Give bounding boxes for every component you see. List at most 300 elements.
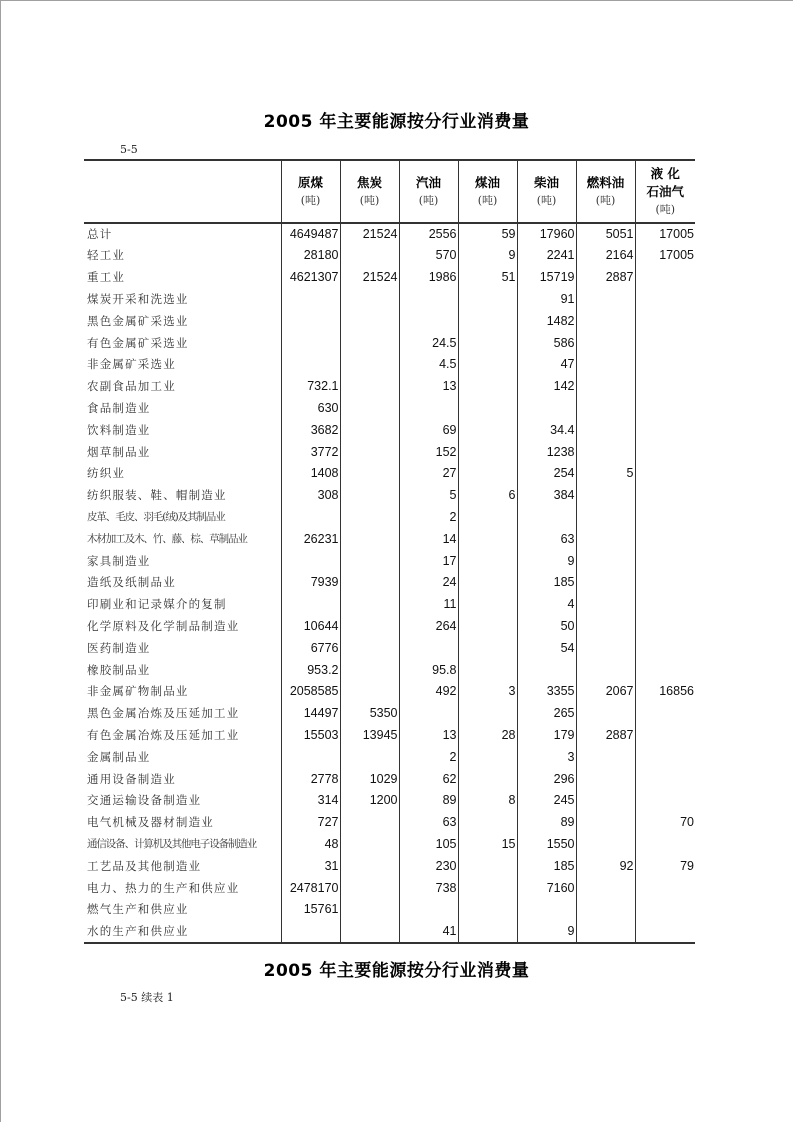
row-value-cell: 10644 (281, 616, 340, 638)
row-industry-name: 木材加工及木、竹、藤、棕、草制品业 (87, 532, 247, 545)
row-value-cell: 1482 (517, 310, 576, 332)
row-industry-name: 重工业 (87, 270, 126, 285)
table-row (84, 921, 695, 943)
row-industry-name: 纺织服装、鞋、帽制造业 (87, 488, 227, 503)
row-value-cell: 13 (399, 376, 458, 398)
row-value-cell (340, 877, 399, 899)
table-row (84, 637, 695, 659)
table-row (84, 528, 695, 550)
row-industry-name: 工艺品及其他制造业 (87, 858, 202, 873)
row-value-cell (635, 790, 695, 812)
row-value-cell: 314 (281, 790, 340, 812)
row-industry-name: 有色金属冶炼及压延加工业 (87, 727, 240, 742)
row-value-cell (458, 616, 517, 638)
row-value-cell: 2 (399, 507, 458, 529)
row-industry-name: 医药制造业 (87, 640, 151, 655)
row-value-cell (576, 790, 635, 812)
row-value-cell: 254 (517, 463, 576, 485)
row-value-cell: 2067 (576, 681, 635, 703)
row-value-cell (458, 550, 517, 572)
row-value-cell: 54 (517, 637, 576, 659)
row-value-cell (635, 616, 695, 638)
row-value-cell (576, 332, 635, 354)
row-value-cell: 1029 (340, 768, 399, 790)
row-value-cell (340, 398, 399, 420)
row-value-cell (458, 289, 517, 311)
row-value-cell: 2 (399, 746, 458, 768)
row-value-cell: 586 (517, 332, 576, 354)
row-value-cell (576, 637, 635, 659)
table-row (84, 223, 695, 245)
row-value-cell (281, 550, 340, 572)
row-value-cell (576, 834, 635, 856)
row-value-cell (458, 398, 517, 420)
row-value-cell (635, 921, 695, 943)
row-value-cell: 48 (281, 834, 340, 856)
row-value-cell: 1550 (517, 834, 576, 856)
row-value-cell (635, 354, 695, 376)
row-value-cell: 17005 (635, 223, 695, 245)
row-industry-name: 家具制造业 (87, 553, 151, 568)
row-value-cell (340, 594, 399, 616)
page-title: 2005 年主要能源按分行业消费量 (263, 112, 530, 132)
row-value-cell (576, 528, 635, 550)
row-value-cell: 5 (399, 485, 458, 507)
table-row (84, 245, 695, 267)
table-row (84, 834, 695, 856)
row-value-cell: 1238 (517, 441, 576, 463)
row-value-cell (340, 310, 399, 332)
row-value-cell (635, 528, 695, 550)
row-value-cell (399, 310, 458, 332)
row-value-cell (281, 289, 340, 311)
row-value-cell (576, 921, 635, 943)
row-value-cell: 62 (399, 768, 458, 790)
row-value-cell: 3772 (281, 441, 340, 463)
header-raw-coal: 原煤 (吨) (281, 160, 340, 223)
row-industry-name: 黑色金属矿采选业 (87, 313, 189, 328)
row-value-cell: 384 (517, 485, 576, 507)
row-value-cell (635, 310, 695, 332)
row-industry-name: 黑色金属冶炼及压延加工业 (87, 706, 240, 721)
row-industry-name: 皮革、毛皮、羽毛(绒)及其制品业 (87, 510, 225, 523)
table-row (84, 310, 695, 332)
header-gasoline: 汽油 (吨) (399, 160, 458, 223)
table-row (84, 419, 695, 441)
row-industry-name: 纺织业 (87, 466, 126, 481)
table-row (84, 659, 695, 681)
row-value-cell (635, 594, 695, 616)
row-value-cell (340, 855, 399, 877)
row-value-cell (576, 812, 635, 834)
row-value-cell (340, 376, 399, 398)
row-value-cell: 15761 (281, 899, 340, 921)
row-value-cell: 15 (458, 834, 517, 856)
row-value-cell (576, 550, 635, 572)
row-value-cell (576, 376, 635, 398)
row-value-cell (517, 507, 576, 529)
row-value-cell (340, 572, 399, 594)
row-value-cell (458, 463, 517, 485)
row-value-cell (576, 659, 635, 681)
row-value-cell (635, 746, 695, 768)
table-row (84, 289, 695, 311)
row-value-cell: 95.8 (399, 659, 458, 681)
row-value-cell: 63 (399, 812, 458, 834)
row-industry-name: 金属制品业 (87, 749, 151, 764)
row-value-cell (281, 332, 340, 354)
row-industry-name: 化学原料及化学制品制造业 (87, 618, 240, 633)
row-value-cell (340, 681, 399, 703)
header-lpg: 液 化 石油气 (吨) (635, 160, 695, 223)
row-value-cell: 9 (517, 921, 576, 943)
row-value-cell (340, 637, 399, 659)
header-kerosene: 煤油 (吨) (458, 160, 517, 223)
table-row (84, 746, 695, 768)
row-value-cell (635, 550, 695, 572)
row-value-cell: 2241 (517, 245, 576, 267)
row-value-cell: 152 (399, 441, 458, 463)
row-value-cell (576, 899, 635, 921)
page-edge-top (0, 0, 793, 1)
row-value-cell: 3682 (281, 419, 340, 441)
table-row (84, 594, 695, 616)
row-value-cell: 245 (517, 790, 576, 812)
row-value-cell: 492 (399, 681, 458, 703)
row-value-cell: 9 (517, 550, 576, 572)
row-value-cell: 16856 (635, 681, 695, 703)
table-row (84, 877, 695, 899)
row-value-cell (458, 637, 517, 659)
row-industry-name: 电力、热力的生产和供应业 (87, 880, 240, 895)
table-row (84, 616, 695, 638)
row-value-cell: 2058585 (281, 681, 340, 703)
row-value-cell: 70 (635, 812, 695, 834)
row-value-cell: 79 (635, 855, 695, 877)
row-value-cell (635, 877, 695, 899)
row-value-cell (576, 398, 635, 420)
row-value-cell (635, 637, 695, 659)
row-value-cell: 91 (517, 289, 576, 311)
row-value-cell (340, 485, 399, 507)
row-value-cell: 7939 (281, 572, 340, 594)
row-value-cell (576, 354, 635, 376)
row-value-cell (635, 398, 695, 420)
row-value-cell (458, 441, 517, 463)
row-value-cell: 69 (399, 419, 458, 441)
row-value-cell: 21524 (340, 223, 399, 245)
row-value-cell: 59 (458, 223, 517, 245)
row-value-cell (635, 463, 695, 485)
row-value-cell: 41 (399, 921, 458, 943)
table-row (84, 812, 695, 834)
table-body (84, 223, 695, 943)
row-value-cell (340, 245, 399, 267)
row-value-cell (340, 419, 399, 441)
table-row (84, 267, 695, 289)
row-value-cell: 11 (399, 594, 458, 616)
row-value-cell: 17 (399, 550, 458, 572)
row-value-cell (517, 398, 576, 420)
row-value-cell (458, 594, 517, 616)
row-value-cell (340, 550, 399, 572)
row-value-cell: 4 (517, 594, 576, 616)
row-value-cell: 570 (399, 245, 458, 267)
row-value-cell: 34.4 (517, 419, 576, 441)
row-value-cell: 27 (399, 463, 458, 485)
row-value-cell: 31 (281, 855, 340, 877)
row-value-cell (458, 310, 517, 332)
row-value-cell: 24.5 (399, 332, 458, 354)
row-value-cell: 8 (458, 790, 517, 812)
row-value-cell (576, 507, 635, 529)
row-value-cell (576, 419, 635, 441)
row-value-cell (458, 332, 517, 354)
row-value-cell (281, 921, 340, 943)
row-value-cell (340, 834, 399, 856)
row-value-cell: 2164 (576, 245, 635, 267)
row-value-cell (281, 507, 340, 529)
row-value-cell (458, 812, 517, 834)
row-value-cell (635, 376, 695, 398)
row-industry-name: 通用设备制造业 (87, 771, 176, 786)
row-value-cell (340, 746, 399, 768)
row-value-cell: 2887 (576, 725, 635, 747)
row-value-cell (458, 419, 517, 441)
row-value-cell: 265 (517, 703, 576, 725)
row-value-cell (635, 332, 695, 354)
row-value-cell: 28180 (281, 245, 340, 267)
row-value-cell (340, 463, 399, 485)
row-value-cell (635, 485, 695, 507)
row-value-cell (517, 899, 576, 921)
row-value-cell: 47 (517, 354, 576, 376)
row-value-cell (281, 310, 340, 332)
table-row (84, 899, 695, 921)
row-value-cell: 2478170 (281, 877, 340, 899)
row-value-cell (458, 354, 517, 376)
row-value-cell (576, 572, 635, 594)
table-row (84, 507, 695, 529)
row-value-cell: 15719 (517, 267, 576, 289)
row-value-cell (576, 289, 635, 311)
row-industry-name: 印刷业和记录媒介的复制 (87, 597, 227, 612)
row-industry-name: 烟草制品业 (87, 444, 151, 459)
row-value-cell: 105 (399, 834, 458, 856)
row-value-cell: 17960 (517, 223, 576, 245)
row-industry-name: 水的生产和供应业 (87, 923, 189, 938)
row-value-cell: 5051 (576, 223, 635, 245)
row-value-cell: 4621307 (281, 267, 340, 289)
row-value-cell: 3 (458, 681, 517, 703)
row-value-cell (576, 485, 635, 507)
row-value-cell (340, 812, 399, 834)
row-value-cell: 738 (399, 877, 458, 899)
row-value-cell: 142 (517, 376, 576, 398)
row-industry-name: 食品制造业 (87, 400, 151, 415)
row-value-cell (281, 746, 340, 768)
header-row (84, 160, 695, 223)
row-value-cell: 1200 (340, 790, 399, 812)
row-value-cell (399, 899, 458, 921)
table-row (84, 790, 695, 812)
table-row (84, 768, 695, 790)
header-coke: 焦炭 (吨) (340, 160, 399, 223)
row-value-cell (458, 768, 517, 790)
row-value-cell (635, 572, 695, 594)
row-industry-name: 非金属矿物制品业 (87, 684, 189, 699)
page-edge-left (0, 0, 1, 1122)
row-value-cell (340, 616, 399, 638)
row-value-cell (340, 899, 399, 921)
row-value-cell (340, 354, 399, 376)
row-value-cell (458, 921, 517, 943)
header-diesel: 柴油 (吨) (517, 160, 576, 223)
table-row (84, 550, 695, 572)
row-industry-name: 饮料制造业 (87, 422, 151, 437)
row-value-cell: 2556 (399, 223, 458, 245)
row-value-cell: 6776 (281, 637, 340, 659)
row-value-cell (340, 507, 399, 529)
row-value-cell (399, 398, 458, 420)
row-value-cell (635, 441, 695, 463)
row-value-cell: 630 (281, 398, 340, 420)
row-value-cell (281, 594, 340, 616)
row-value-cell (458, 572, 517, 594)
table-code: 5-5 (120, 143, 138, 156)
row-value-cell (399, 703, 458, 725)
row-value-cell (576, 616, 635, 638)
row-value-cell: 13 (399, 725, 458, 747)
table-row (84, 855, 695, 877)
row-value-cell: 5350 (340, 703, 399, 725)
row-value-cell: 9 (458, 245, 517, 267)
row-value-cell (635, 507, 695, 529)
table-row (84, 725, 695, 747)
table-row (84, 376, 695, 398)
header-fuel-oil: 燃料油 (吨) (576, 160, 635, 223)
table-row (84, 703, 695, 725)
row-industry-name: 农副食品加工业 (87, 379, 176, 394)
row-value-cell: 296 (517, 768, 576, 790)
energy-consumption-table (84, 159, 695, 944)
row-value-cell: 1986 (399, 267, 458, 289)
table-row (84, 681, 695, 703)
row-industry-name: 煤炭开采和洗选业 (87, 291, 189, 306)
row-value-cell: 5 (576, 463, 635, 485)
row-value-cell: 7160 (517, 877, 576, 899)
row-value-cell (458, 528, 517, 550)
row-value-cell (635, 659, 695, 681)
row-value-cell (399, 289, 458, 311)
table-row (84, 332, 695, 354)
continuation-title: 2005 年主要能源按分行业消费量 (263, 961, 530, 981)
row-value-cell: 4649487 (281, 223, 340, 245)
row-value-cell (458, 659, 517, 681)
row-value-cell: 63 (517, 528, 576, 550)
row-industry-name: 造纸及纸制品业 (87, 575, 176, 590)
row-value-cell: 185 (517, 572, 576, 594)
row-value-cell: 17005 (635, 245, 695, 267)
table-row (84, 463, 695, 485)
row-value-cell (340, 921, 399, 943)
row-value-cell (340, 528, 399, 550)
row-value-cell: 28 (458, 725, 517, 747)
table-row (84, 441, 695, 463)
row-value-cell: 15503 (281, 725, 340, 747)
row-value-cell: 24 (399, 572, 458, 594)
row-value-cell: 13945 (340, 725, 399, 747)
row-value-cell: 264 (399, 616, 458, 638)
row-value-cell: 308 (281, 485, 340, 507)
row-value-cell: 14 (399, 528, 458, 550)
row-value-cell: 179 (517, 725, 576, 747)
row-value-cell (517, 659, 576, 681)
row-value-cell (635, 768, 695, 790)
row-industry-name: 有色金属矿采选业 (87, 335, 189, 350)
row-value-cell: 21524 (340, 267, 399, 289)
row-value-cell: 14497 (281, 703, 340, 725)
row-value-cell (281, 354, 340, 376)
row-value-cell (458, 855, 517, 877)
row-value-cell (576, 441, 635, 463)
row-value-cell: 3355 (517, 681, 576, 703)
table-row (84, 485, 695, 507)
row-value-cell (635, 419, 695, 441)
row-industry-name: 电气机械及器材制造业 (87, 815, 214, 830)
row-value-cell: 2887 (576, 267, 635, 289)
row-value-cell (340, 441, 399, 463)
table-row (84, 572, 695, 594)
row-value-cell (399, 637, 458, 659)
row-value-cell (635, 834, 695, 856)
row-value-cell (635, 703, 695, 725)
row-value-cell (635, 267, 695, 289)
row-industry-name: 轻工业 (87, 248, 126, 263)
row-value-cell (458, 899, 517, 921)
row-value-cell (576, 768, 635, 790)
row-industry-name: 总计 (87, 227, 113, 241)
row-industry-name: 燃气生产和供应业 (87, 902, 189, 917)
row-value-cell: 727 (281, 812, 340, 834)
row-industry-name: 通信设备、计算机及其他电子设备制造业 (87, 837, 257, 850)
row-value-cell: 26231 (281, 528, 340, 550)
row-value-cell: 1408 (281, 463, 340, 485)
table-row (84, 398, 695, 420)
row-value-cell: 2778 (281, 768, 340, 790)
row-value-cell (576, 703, 635, 725)
row-value-cell: 953.2 (281, 659, 340, 681)
row-value-cell (635, 725, 695, 747)
row-value-cell (458, 877, 517, 899)
row-value-cell: 89 (517, 812, 576, 834)
row-value-cell (576, 310, 635, 332)
row-value-cell (635, 289, 695, 311)
row-value-cell (576, 594, 635, 616)
row-value-cell: 6 (458, 485, 517, 507)
row-value-cell: 51 (458, 267, 517, 289)
row-value-cell (340, 659, 399, 681)
continuation-table-code: 5-5 续表 1 (120, 991, 174, 1004)
row-value-cell (458, 746, 517, 768)
row-value-cell: 732.1 (281, 376, 340, 398)
row-value-cell: 4.5 (399, 354, 458, 376)
table-header (84, 160, 695, 223)
row-value-cell (635, 899, 695, 921)
row-industry-name: 交通运输设备制造业 (87, 793, 202, 808)
row-value-cell: 230 (399, 855, 458, 877)
row-value-cell: 92 (576, 855, 635, 877)
